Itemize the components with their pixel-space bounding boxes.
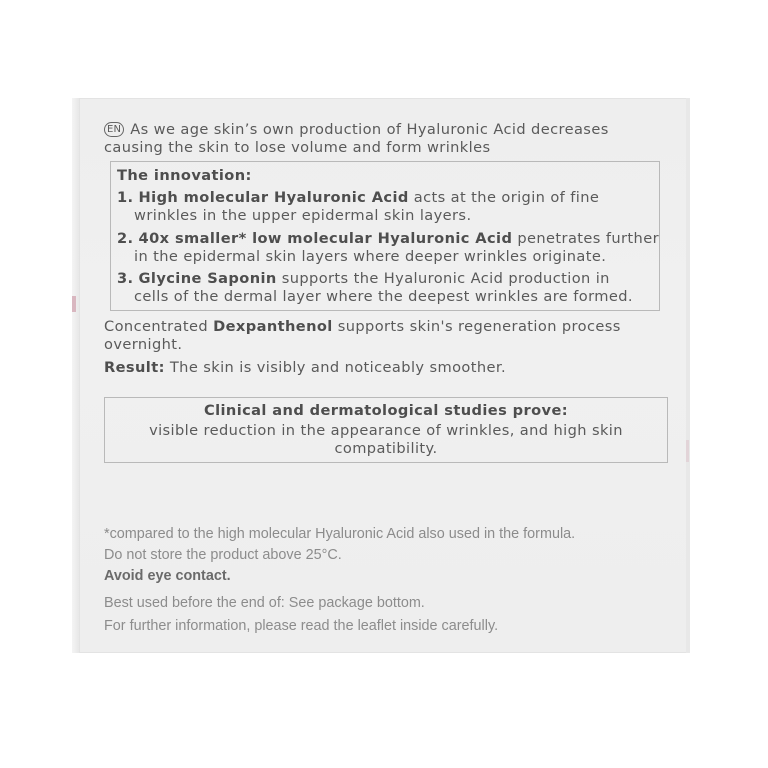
intro-line-2: causing the skin to lose volume and form wrinkles (104, 139, 491, 156)
footnote-further-info: For further information, please read the leaflet inside carefully. (104, 618, 499, 634)
clinical-line-2: compatibility. (334, 440, 438, 457)
innovation-item-1-cont: wrinkles in the upper epidermal skin layers. (134, 207, 472, 224)
innovation-heading: The innovation: (117, 167, 252, 184)
innovation-item-2: 2. 40x smaller* low molecular Hyaluronic Acid penetrates further (117, 230, 659, 247)
language-badge: EN (104, 122, 124, 137)
innovation-item-2-cont: in the epidermal skin layers where deeper wrinkles originate. (134, 248, 607, 265)
innovation-item-3: 3. Glycine Saponin supports the Hyaluronic Acid production in (117, 270, 610, 287)
intro-line-1: EN As we age skin’s own production of Hyaluronic Acid decreases (104, 121, 609, 139)
footnote-storage: Do not store the product above 25°C. (104, 547, 342, 563)
footnote-compared: *compared to the high molecular Hyaluronic Acid also used in the formula. (104, 526, 576, 542)
result-line: Result: The skin is visibly and noticeably smoother. (104, 359, 506, 376)
footnote-avoid-eye-contact: Avoid eye contact. (104, 568, 231, 584)
footnote-best-before: Best used before the end of: See package bottom. (104, 595, 425, 611)
innovation-item-1: 1. High molecular Hyaluronic Acid acts at the origin of fine (117, 189, 600, 206)
innovation-item-3-cont: cells of the dermal layer where the deepest wrinkles are formed. (134, 288, 633, 305)
clinical-heading: Clinical and dermatological studies prove: (204, 402, 568, 419)
dexpanthenol-line-2: overnight. (104, 336, 183, 353)
dexpanthenol-line-1: Concentrated Dexpanthenol supports skin's regeneration process (104, 318, 621, 335)
clinical-line-1: visible reduction in the appearance of wrinkles, and high skin (149, 422, 623, 439)
